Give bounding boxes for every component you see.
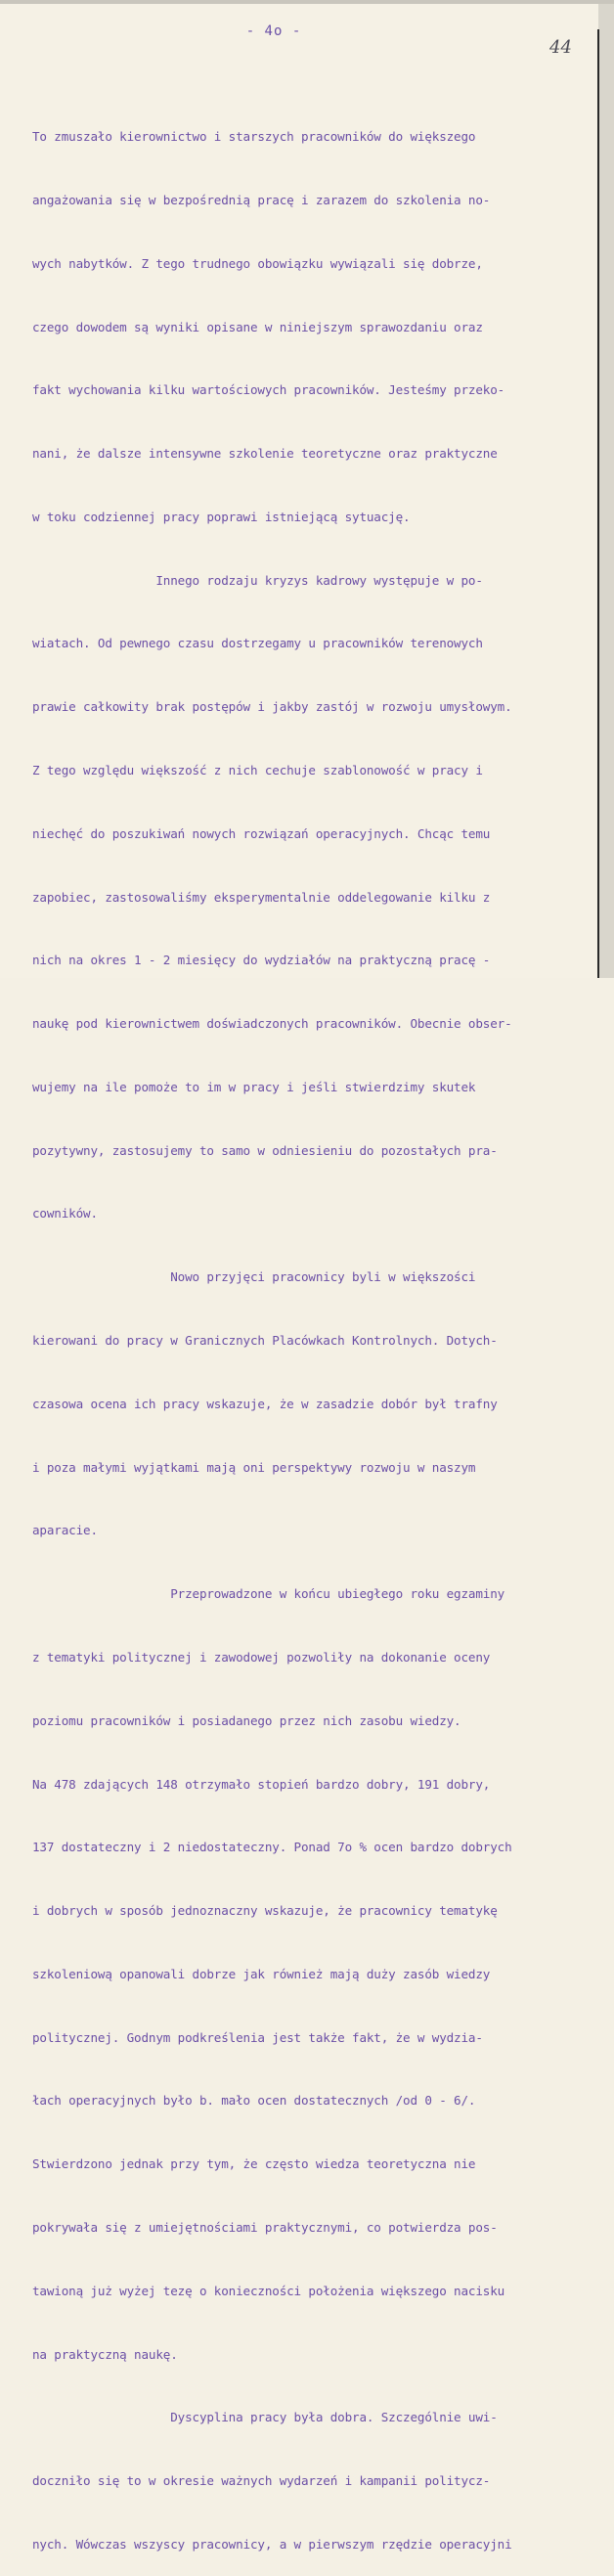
- text-line: Innego rodzaju kryzys kadrowy występuje w po-: [32, 572, 483, 588]
- text-line: zapobiec, zastosowaliśmy eksperymentalnie oddelegowanie kilku z: [32, 889, 491, 905]
- page-edge: [598, 0, 614, 978]
- text-line: z tematyki politycznej i zawodowej pozwoliły na dokonanie oceny: [32, 1649, 491, 1665]
- text-line: politycznej. Godnym podkreślenia jest także fakt, że w wydzia-: [32, 2029, 483, 2045]
- text-line: To zmuszało kierownictwo i starszych pracowników do większego: [32, 129, 476, 145]
- text-line: angażowania się w bezpośrednią pracę i zarazem do szkolenia no-: [32, 192, 491, 207]
- text-line: wujemy na ile pomoże to im w pracy i jeśli stwierdzimy skutek: [32, 1079, 476, 1094]
- text-line: czego dowodem są wyniki opisane w niniejszym sprawozdaniu oraz: [32, 319, 483, 334]
- text-line: i poza małymi wyjątkami mają oni perspektywy rozwoju w naszym: [32, 1459, 476, 1475]
- text-line: tawioną już wyżej tezę o konieczności położenia większego nacisku: [32, 2283, 505, 2298]
- text-line: na praktyczną naukę.: [32, 2346, 178, 2362]
- text-line: czasowa ocena ich pracy wskazuje, że w zasadzie dobór był trafny: [32, 1396, 498, 1411]
- text-line: pozytywny, zastosujemy to samo w odniesieniu do pozostałych pra-: [32, 1142, 498, 1158]
- text-line: niechęć do poszukiwań nowych rozwiązań operacyjnych. Chcąc temu: [32, 825, 491, 841]
- text-line: w toku codziennej pracy poprawi istniejącą sytuację.: [32, 509, 411, 524]
- page-number: - 4o -: [245, 23, 302, 39]
- text-line: Nowo przyjęci pracownicy byli w większości: [32, 1269, 476, 1285]
- text-line: pokrywała się z umiejętnościami praktycznymi, co potwierdza pos-: [32, 2219, 498, 2235]
- text-line: Przeprowadzone w końcu ubiegłego roku egzaminy: [32, 1586, 505, 1602]
- text-line: naukę pod kierownictwem doświadczonych pracowników. Obecnie obser-: [32, 1016, 512, 1032]
- text-line: prawie całkowity brak postępów i jakby zastój w rozwoju umysłowym.: [32, 699, 512, 715]
- text-line: Stwierdzono jednak przy tym, że często wiedza teoretyczna nie: [32, 2156, 476, 2172]
- text-line: wych nabytków. Z tego trudnego obowiązku wywiązali się dobrze,: [32, 255, 483, 271]
- handwritten-archive-number: 44: [549, 37, 572, 58]
- text-line: nani, że dalsze intensywne szkolenie teoretyczne oraz praktyczne: [32, 446, 498, 462]
- text-line: aparacie.: [32, 1523, 98, 1538]
- text-line: i dobrych w sposób jednoznaczny wskazuje, że pracownicy tematykę: [32, 1903, 498, 1919]
- text-line: Dyscyplina pracy była dobra. Szczególnie uwi-: [32, 2410, 498, 2425]
- text-line: 137 dostateczny i 2 niedostateczny. Ponad 7o % ocen bardzo dobrych: [32, 1840, 512, 1855]
- text-line: nych. Wówczas wszyscy pracownicy, a w pierwszym rzędzie operacyjni: [32, 2536, 512, 2552]
- top-edge: [0, 0, 614, 4]
- text-line: wiatach. Od pewnego czasu dostrzegamy u pracowników terenowych: [32, 636, 483, 651]
- body-text: [32, 84, 599, 2576]
- text-line: szkoleniową opanowali dobrze jak również mają duży zasób wiedzy: [32, 1966, 491, 1981]
- text-line: poziomu pracowników i posiadanego przez nich zasobu wiedzy.: [32, 1712, 461, 1728]
- text-line: Na 478 zdających 148 otrzymało stopień bardzo dobry, 191 dobry,: [32, 1776, 491, 1792]
- text-line: fakt wychowania kilku wartościowych pracowników. Jesteśmy przeko-: [32, 382, 505, 398]
- text-line: nich na okres 1 - 2 miesięcy do wydziałów na praktyczną pracę -: [32, 953, 491, 968]
- text-line: Z tego względu większość z nich cechuje szablonowość w pracy i: [32, 763, 483, 777]
- text-line: kierowani do pracy w Granicznych Placówkach Kontrolnych. Dotych-: [32, 1333, 498, 1349]
- text-line: doczniło się to w okresie ważnych wydarzeń i kampanii politycz-: [32, 2473, 491, 2489]
- text-line: cowników.: [32, 1206, 98, 1221]
- text-line: łach operacyjnych było b. mało ocen dostatecznych /od 0 - 6/.: [32, 2093, 476, 2109]
